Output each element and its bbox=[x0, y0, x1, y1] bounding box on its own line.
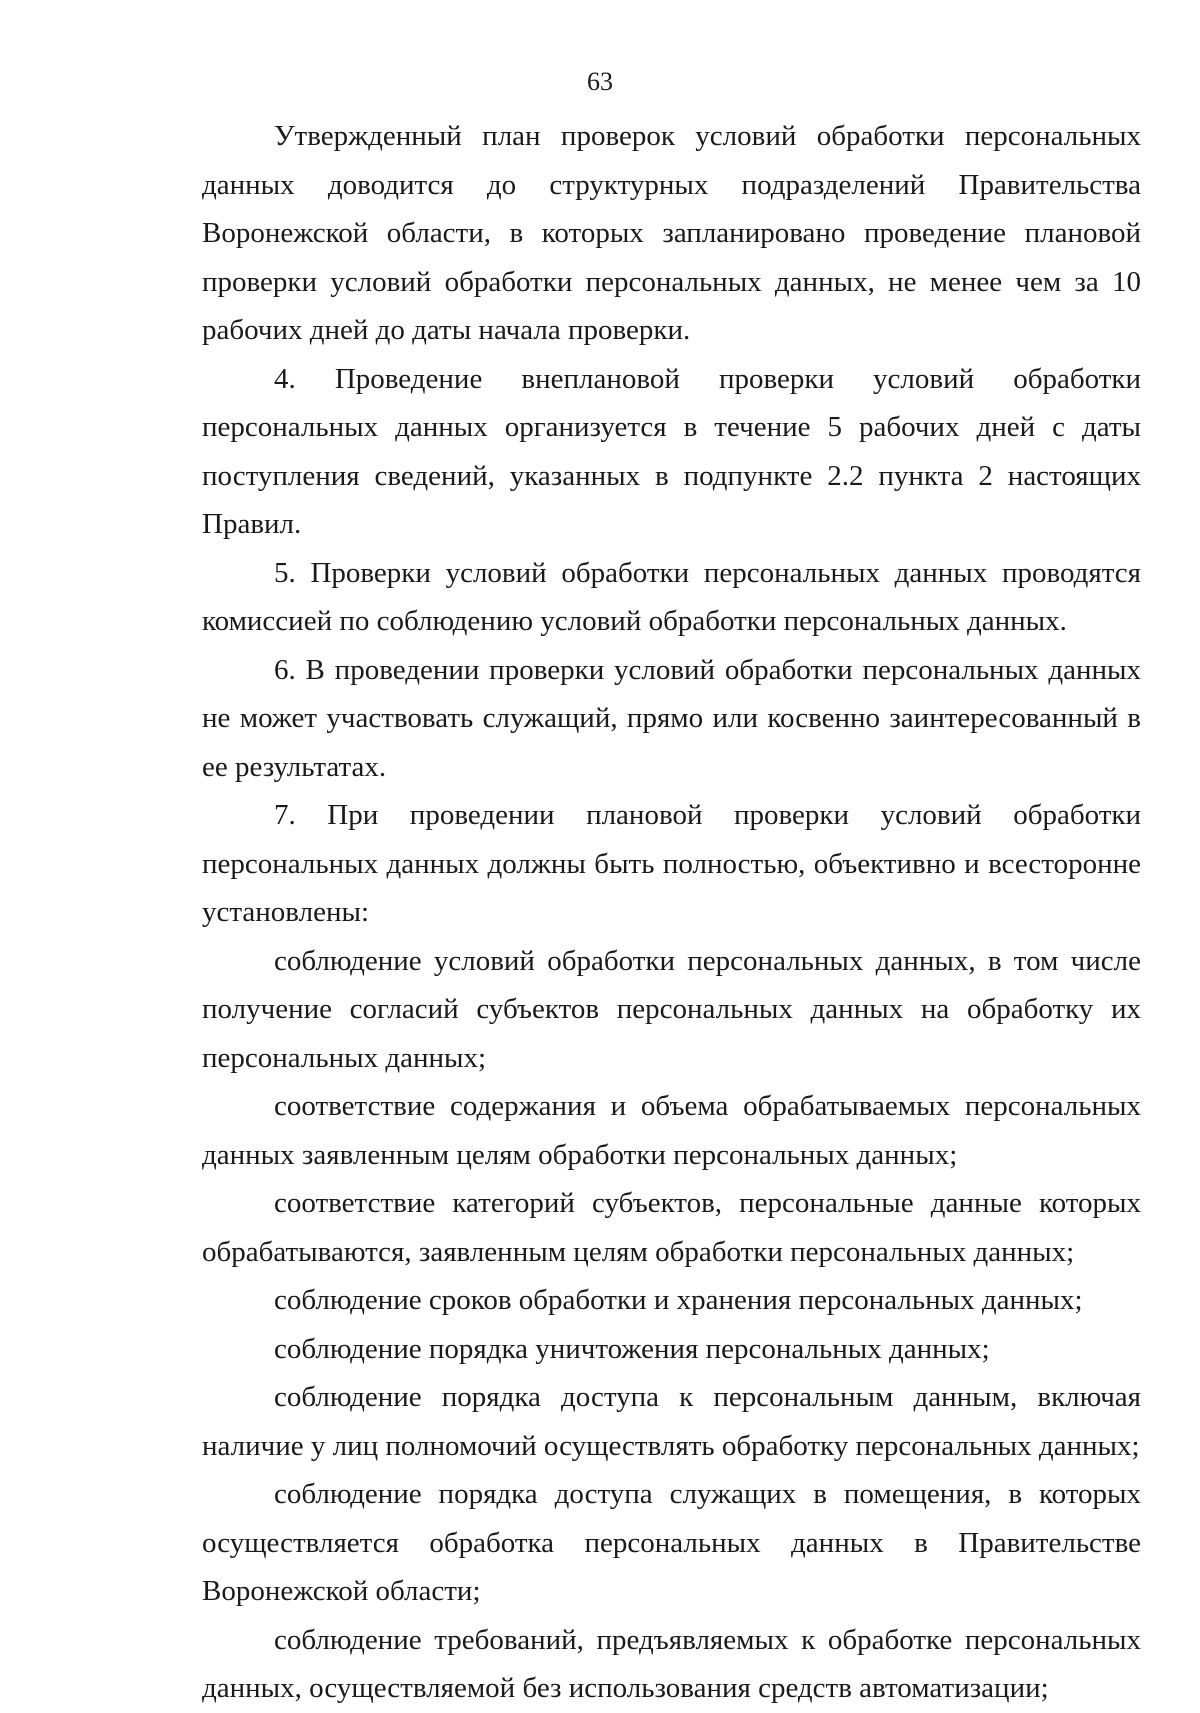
paragraph-item-5: 5. Проверки условий обработки персональных данных проводятся комиссией по соблюдению условий обработки персональных данных. bbox=[202, 556, 1141, 637]
paragraph-list-terms: соблюдение сроков обработки и хранения персональных данных; bbox=[274, 1284, 1083, 1316]
paragraph-list-premises: соблюдение порядка доступа служащих в помещения, в которых осуществляется обработка персональных данных в Правительстве Воронежской области; bbox=[202, 1478, 1141, 1607]
document-body bbox=[202, 112, 1141, 1713]
paragraph-list-content: соответствие содержания и объема обрабатываемых персональных данных заявленным целям обработки персональных данных; bbox=[202, 1090, 1141, 1171]
paragraph-item-7: 7. При проведении плановой проверки условий обработки персональных данных должны быть полностью, объективно и всесторонне установлены: bbox=[202, 799, 1141, 928]
paragraph-list-destruction: соблюдение порядка уничтожения персональных данных; bbox=[274, 1332, 990, 1365]
paragraph-list-access: соблюдение порядка доступа к персональным данным, включая наличие у лиц полномочий осуществлять обработку персональных данных; bbox=[202, 1381, 1141, 1462]
paragraph-plan-approval: Утвержденный план проверок условий обработки персональных данных доводится до структурных подразделений Правительства Воронежской области, в которых запланировано проведение плановой проверки условий обработки персональных данных, не менее чем за 10 рабочих дней до даты начала проверки. bbox=[202, 120, 1141, 346]
paragraph-list-non-automated: соблюдение требований, предъявляемых к обработке персональных данных, осуществляемой без использования средств автоматизации; bbox=[202, 1623, 1141, 1704]
paragraph-list-categories: соответствие категорий субъектов, персональные данные которых обрабатываются, заявленным целям обработки персональных данных; bbox=[202, 1187, 1141, 1268]
paragraph-item-4: 4. Проведение внеплановой проверки условий обработки персональных данных организуется в течение 5 рабочих дней с даты поступления сведений, указанных в подпункте 2.2 пункта 2 настоящих Правил. bbox=[202, 362, 1141, 540]
paragraph-item-6: 6. В проведении проверки условий обработки персональных данных не может участвовать служащий, прямо или косвенно заинтересованный в ее результатах. bbox=[202, 653, 1141, 783]
paragraph-list-conditions: соблюдение условий обработки персональных данных, в том числе получение согласий субъектов персональных данных на обработку их персональных данных; bbox=[202, 944, 1141, 1074]
page-number: 63 bbox=[587, 67, 613, 96]
